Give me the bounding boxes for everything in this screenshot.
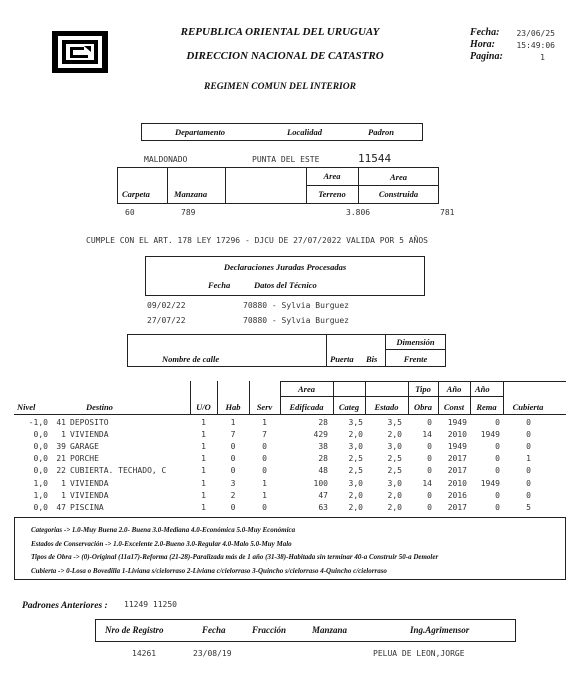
unit-cell-nivel: 0,0 (33, 442, 48, 452)
carpeta-header: Carpeta (122, 189, 150, 199)
header-title-1: REPUBLICA ORIENTAL DEL URUGUAY (180, 26, 380, 38)
legend-categorias: Categorias -> 1.0-Muy Buena 2.0- Buena 3.0-Mediana 4.0-Económica 5.0-Muy Económica (31, 526, 296, 534)
unit-cell-const: 1949 (447, 442, 467, 452)
unit-cell-nivel: -1,0 (28, 418, 48, 427)
unit-cell-hab: 7 (230, 430, 236, 440)
unit-cell-serv: 0 (262, 454, 267, 464)
unit-cell-const: 2017 (447, 466, 467, 476)
unit-cell-destino: PORCHE (70, 454, 99, 464)
localidad-value: PUNTA DEL ESTE (252, 155, 320, 164)
unit-cell-cub: 0 (526, 418, 531, 427)
unit-cell-serv: 0 (262, 466, 267, 476)
declaration-datos: 70880 - Sylvia Burguez (243, 316, 349, 325)
unit-cell-categ: 2,0 (348, 430, 363, 440)
unit-cell-num: 47 (56, 502, 66, 512)
col-uo: U/O (196, 402, 211, 412)
unit-cell-rema: 1949 (480, 478, 500, 488)
unit-cell-const: 2017 (447, 502, 467, 512)
unit-cell-const: 2010 (447, 478, 467, 488)
unit-cell-hab: 3 (230, 478, 236, 488)
unit-cell-num: 22 (56, 466, 66, 476)
hora-value: 15:49:06 (516, 41, 555, 50)
unit-cell-edif: 48 (318, 466, 328, 476)
unit-cell-serv: 7 (262, 430, 267, 440)
unit-cell-num: 1 (61, 478, 66, 488)
pagina-value: 1 (540, 53, 545, 62)
unit-cell-destino: VIVIENDA (70, 430, 109, 440)
unit-cell-obra: 0 (427, 454, 432, 464)
unit-cell-const: 2016 (447, 490, 467, 500)
manzana-value: 789 (181, 208, 196, 217)
unit-cell-categ: 2,5 (348, 454, 363, 464)
unit-cell-categ: 3,5 (348, 418, 363, 427)
col-rema: Rema (476, 402, 497, 412)
departamento-header: Departamento (175, 127, 226, 137)
unit-cell-rema: 0 (495, 454, 500, 464)
unit-cell-estado: 2,0 (387, 502, 402, 512)
unit-cell-edif: 63 (318, 502, 328, 512)
col-destino: Destino (86, 402, 113, 412)
construida-header: Construida (378, 189, 419, 199)
col-tipo: Tipo (415, 384, 431, 394)
header-title-2: DIRECCION NACIONAL DE CATASTRO (186, 50, 384, 62)
padrones-anteriores-value: 11249 11250 (124, 600, 177, 609)
col-estado: Estado (374, 402, 399, 412)
registry-manzana-header: Manzana (312, 625, 348, 635)
declaration-fecha: 09/02/22 (147, 301, 186, 310)
unit-cell-serv: 1 (262, 490, 267, 500)
unit-cell-destino: VIVIENDA (70, 478, 109, 488)
puerta-header: Puerta (330, 354, 354, 364)
unit-cell-estado: 3,0 (387, 442, 402, 452)
registry-fraccion-header: Fracción (252, 625, 287, 635)
unit-cell-rema: 0 (495, 442, 500, 452)
col-categ: Categ (338, 402, 360, 412)
unit-cell-categ: 2,0 (348, 502, 363, 512)
carpeta-value: 60 (125, 208, 135, 217)
col-edificada: Edificada (289, 402, 324, 412)
departamento-value: MALDONADO (144, 155, 188, 164)
unit-cell-hab: 0 (230, 502, 236, 512)
declarations-datos-header: Datos del Técnico (254, 280, 317, 290)
declarations-fecha-header: Fecha (208, 280, 231, 290)
unit-cell-destino: DEPOSITO (70, 418, 109, 427)
unit-cell-hab: 0 (230, 454, 236, 464)
unit-cell-hab: 0 (230, 466, 236, 476)
col-obra: Obra (414, 402, 432, 412)
unit-cell-uo: 1 (201, 490, 206, 500)
unit-cell-const: 2017 (447, 454, 467, 464)
legend-estados: Estados de Conservación -> 1.0-Excelente 2.0-Bueno 3.0-Regular 4.0-Malo 5.0-Muy Malo (31, 540, 292, 548)
terreno-value: 3.806 (346, 208, 371, 217)
unit-cell-estado: 2,0 (387, 430, 402, 440)
unit-cell-uo: 1 (201, 466, 206, 476)
bis-header: Bis (366, 354, 378, 364)
area-construida-header: Area (390, 172, 407, 182)
col-anio-rema: Año (475, 384, 490, 394)
header-title-3: REGIMEN COMUN DEL INTERIOR (204, 82, 356, 92)
unit-cell-estado: 2,5 (387, 466, 402, 476)
unit-cell-rema: 0 (495, 418, 500, 427)
unit-cell-cub: 0 (526, 490, 531, 500)
col-nivel: Nivel (17, 402, 36, 412)
nombre-calle-header: Nombre de calle (162, 354, 220, 364)
compliance-note: CUMPLE CON EL ART. 178 LEY 17296 - DJCU DE 27/07/2022 VALIDA POR 5 AÑOS (86, 236, 428, 245)
unit-cell-hab: 1 (230, 418, 236, 427)
manzana-header: Manzana (174, 189, 208, 199)
unit-cell-uo: 1 (201, 478, 206, 488)
unit-cell-nivel: 0,0 (33, 502, 48, 512)
fecha-value: 23/06/25 (516, 29, 555, 38)
unit-cell-destino: VIVIENDA (70, 490, 109, 500)
unit-cell-num: 39 (56, 442, 66, 452)
unit-cell-uo: 1 (201, 442, 206, 452)
col-anio-const: Año (446, 384, 462, 394)
unit-cell-uo: 1 (201, 430, 206, 440)
unit-cell-const: 1949 (447, 418, 467, 427)
unit-cell-cub: 0 (526, 478, 531, 488)
unit-cell-nivel: 0,0 (33, 454, 48, 464)
unit-cell-obra: 0 (427, 442, 432, 452)
catastro-logo (51, 30, 109, 74)
unit-cell-estado: 3,5 (387, 418, 402, 427)
unit-cell-obra: 14 (422, 478, 432, 488)
legend-cubierta: Cubierta -> 0-Losa o Bovedilla 1-Liviana s/cielorraso 2-Liviana c/cielorraso 3-Quincho s/cielorraso 4-Quincho c/cielorraso (31, 567, 387, 575)
unit-cell-estado: 3,0 (387, 478, 402, 488)
unit-cell-categ: 3,0 (348, 478, 363, 488)
unit-cell-categ: 2,5 (348, 466, 363, 476)
unit-cell-rema: 0 (495, 490, 500, 500)
unit-cell-serv: 0 (262, 442, 267, 452)
unit-cell-nivel: 1,0 (33, 478, 48, 488)
unit-cell-destino: PISCINA (70, 502, 104, 512)
unit-cell-estado: 2,0 (387, 490, 402, 500)
unit-cell-nivel: 0,0 (33, 466, 48, 476)
unit-cell-edif: 28 (318, 454, 328, 464)
unit-cell-cub: 0 (526, 430, 531, 440)
declaration-datos: 70880 - Sylvia Burguez (243, 301, 349, 310)
fecha-label: Fecha: (470, 27, 500, 38)
unit-cell-num: 41 (56, 418, 66, 427)
unit-cell-obra: 0 (427, 490, 432, 500)
unit-cell-edif: 47 (318, 490, 328, 500)
registry-nro-value: 14261 (132, 649, 157, 658)
hora-label: Hora: (470, 39, 495, 50)
unit-cell-obra: 0 (427, 502, 432, 512)
unit-cell-edif: 100 (313, 478, 328, 488)
col-serv: Serv (256, 402, 273, 412)
unit-cell-num: 21 (56, 454, 66, 464)
unit-cell-categ: 3,0 (348, 442, 363, 452)
construida-value: 781 (440, 208, 455, 217)
localidad-header: Localidad (287, 127, 322, 137)
unit-cell-num: 1 (61, 490, 66, 500)
unit-cell-rema: 0 (495, 466, 500, 476)
unit-cell-uo: 1 (201, 454, 206, 464)
registry-fecha-header: Fecha (202, 625, 226, 635)
declarations-title: Declaraciones Juradas Procesadas (223, 262, 347, 272)
registry-fecha-value: 23/08/19 (193, 649, 232, 658)
unit-cell-hab: 2 (230, 490, 236, 500)
unit-cell-cub: 0 (526, 442, 531, 452)
unit-cell-rema: 0 (495, 502, 500, 512)
unit-cell-rema: 1949 (480, 430, 500, 440)
unit-cell-serv: 1 (262, 478, 267, 488)
unit-cell-hab: 0 (230, 442, 236, 452)
col-const: Const (443, 402, 465, 412)
unit-cell-edif: 28 (318, 418, 328, 427)
unit-cell-cub: 0 (526, 466, 531, 476)
registry-ing-header: Ing.Agrimensor (410, 625, 470, 635)
registry-nro-header: Nro de Registro (105, 625, 164, 635)
unit-cell-serv: 1 (262, 418, 267, 427)
terreno-header: Terreno (318, 189, 346, 199)
registry-ing-value: PELUA DE LEON,JORGE (373, 649, 465, 658)
unit-cell-categ: 2,0 (348, 490, 363, 500)
unit-cell-destino: CUBIERTA. TECHADO, C (70, 466, 167, 476)
col-cubierta: Cubierta (512, 402, 544, 412)
unit-cell-num: 1 (61, 430, 66, 440)
unit-cell-nivel: 1,0 (33, 490, 48, 500)
unit-cell-nivel: 0,0 (33, 430, 48, 440)
unit-cell-obra: 0 (427, 418, 432, 427)
unit-cell-serv: 0 (262, 502, 267, 512)
area-header: Area (323, 171, 341, 181)
unit-cell-cub: 5 (526, 502, 531, 512)
col-hab: Hab (225, 402, 241, 412)
declaration-fecha: 27/07/22 (147, 316, 186, 325)
unit-cell-destino: GARAGE (70, 442, 99, 452)
padron-header: Padron (368, 127, 394, 137)
unit-cell-obra: 14 (422, 430, 432, 440)
padrones-anteriores-label: Padrones Anteriores : (22, 601, 108, 611)
unit-cell-edif: 429 (313, 430, 328, 440)
unit-cell-estado: 2,5 (387, 454, 402, 464)
unit-cell-obra: 0 (427, 466, 432, 476)
padron-value: 11544 (358, 152, 392, 165)
pagina-label: Pagina: (470, 51, 503, 62)
col-area: Area (298, 384, 315, 394)
unit-cell-edif: 38 (318, 442, 328, 452)
unit-cell-const: 2010 (447, 430, 467, 440)
unit-cell-uo: 1 (201, 418, 206, 427)
legend-tipos-obra: Tipos de Obra -> (0)-Original (11a17)-Reforma (21-28)-Paralizada más de 1 año (31-38)-Habitada sin terminar 40-a Construir 50-a Demoler (31, 553, 439, 561)
unit-cell-cub: 1 (526, 454, 531, 464)
unit-cell-uo: 1 (201, 502, 206, 512)
dimension-header: Dimensión (396, 337, 435, 347)
frente-header: Frente (403, 354, 428, 364)
